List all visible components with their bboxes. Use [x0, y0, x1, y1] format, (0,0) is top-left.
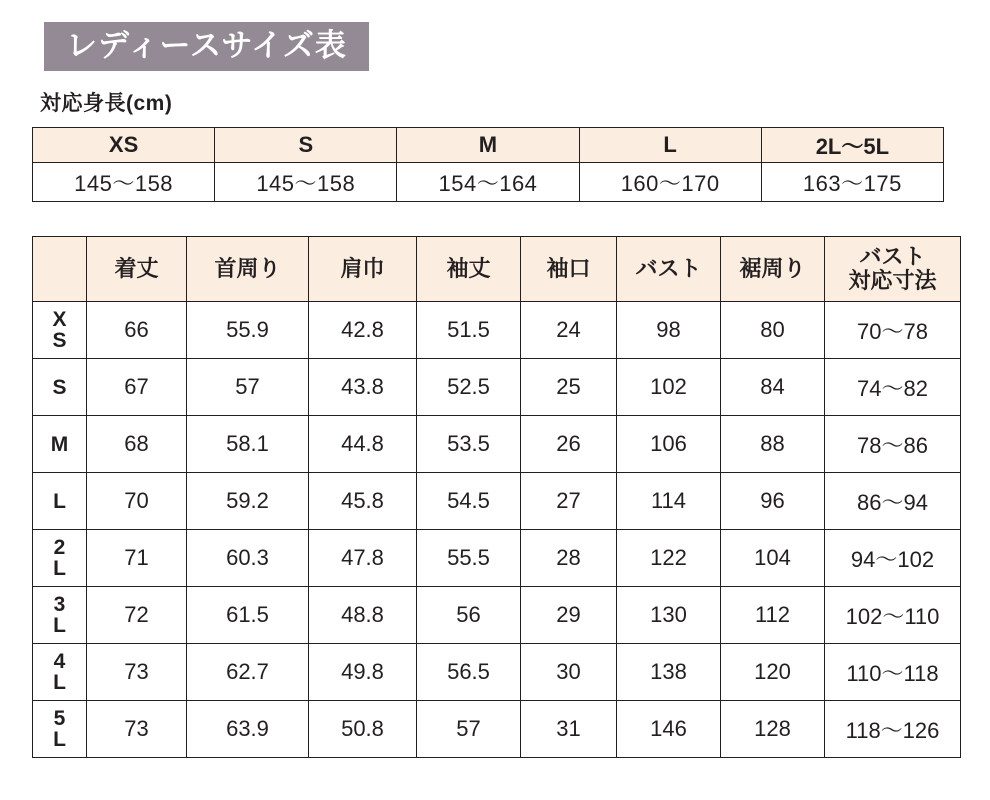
row-size-line2: S: [52, 329, 67, 352]
cell-katahaba: 48.8: [309, 587, 417, 644]
cell-bust-taiou: 74〜82: [825, 359, 961, 416]
height-value-l: 160〜170: [579, 163, 761, 202]
cell-kitake: 73: [87, 644, 187, 701]
cell-bust-taiou: 78〜86: [825, 416, 961, 473]
row-size-line1: 2: [53, 536, 66, 559]
cell-susomawari: 88: [721, 416, 825, 473]
cell-bust-taiou: 118〜126: [825, 701, 961, 758]
table-row: [33, 416, 961, 473]
cell-kubimawari: 62.7: [187, 644, 309, 701]
height-value-2l5l: 163〜175: [761, 163, 943, 202]
cell-kitake: 72: [87, 587, 187, 644]
cell-sodeguchi: 30: [521, 644, 617, 701]
table-row: [33, 587, 961, 644]
bust-taiou-line1: バスト: [859, 243, 926, 269]
table-row: [33, 701, 961, 758]
measurement-header-bust-taiou: [825, 237, 961, 302]
cell-kubimawari: 57: [187, 359, 309, 416]
cell-bust: 114: [617, 473, 721, 530]
cell-kitake: 70: [87, 473, 187, 530]
section-spacer: [30, 202, 960, 236]
row-size-line2: L: [53, 728, 66, 751]
cell-bust-taiou: 86〜94: [825, 473, 961, 530]
cell-katahaba: 47.8: [309, 530, 417, 587]
cell-katahaba: 49.8: [309, 644, 417, 701]
height-table-row: [33, 163, 944, 202]
cell-sodetake: 56.5: [417, 644, 521, 701]
cell-sodeguchi: 26: [521, 416, 617, 473]
cell-katahaba: 44.8: [309, 416, 417, 473]
cell-kubimawari: 55.9: [187, 302, 309, 359]
cell-susomawari: 96: [721, 473, 825, 530]
row-size-label: [33, 359, 87, 416]
height-value-m: 154〜164: [397, 163, 579, 202]
row-size-line1: 4: [53, 650, 66, 673]
measurement-header-corner: [33, 237, 87, 302]
table-row: [33, 359, 961, 416]
height-table-header-row: [33, 128, 944, 163]
cell-katahaba: 50.8: [309, 701, 417, 758]
row-size-label: [33, 587, 87, 644]
page-title: レディースサイズ表: [44, 22, 369, 71]
measurement-header-row: [33, 237, 961, 302]
measurement-header-bust: バスト: [617, 237, 721, 302]
measurement-header-susomawari: 裾周り: [721, 237, 825, 302]
row-size-line2: L: [53, 671, 66, 694]
height-header-l: L: [579, 128, 761, 163]
cell-bust-taiou: 94〜102: [825, 530, 961, 587]
height-table: [32, 127, 944, 202]
cell-susomawari: 104: [721, 530, 825, 587]
row-size-line2: L: [53, 557, 66, 580]
cell-susomawari: 112: [721, 587, 825, 644]
cell-kubimawari: 63.9: [187, 701, 309, 758]
row-size-line1: S: [52, 375, 67, 399]
cell-kitake: 66: [87, 302, 187, 359]
cell-kubimawari: 58.1: [187, 416, 309, 473]
cell-sodetake: 57: [417, 701, 521, 758]
cell-sodetake: 55.5: [417, 530, 521, 587]
cell-bust: 138: [617, 644, 721, 701]
cell-bust: 98: [617, 302, 721, 359]
cell-kitake: 71: [87, 530, 187, 587]
cell-sodetake: 56: [417, 587, 521, 644]
cell-katahaba: 42.8: [309, 302, 417, 359]
cell-sodetake: 51.5: [417, 302, 521, 359]
table-row: [33, 644, 961, 701]
measurement-header-katahaba: 肩巾: [309, 237, 417, 302]
height-value-xs: 145〜158: [33, 163, 215, 202]
bust-taiou-lines: [825, 245, 960, 293]
measurement-table-body: [33, 302, 961, 758]
cell-bust: 106: [617, 416, 721, 473]
cell-sodeguchi: 29: [521, 587, 617, 644]
height-section-label: 対応身長(cm): [40, 92, 173, 115]
table-row: [33, 302, 961, 359]
bust-taiou-line2: 対応寸法: [848, 268, 937, 293]
cell-bust-taiou: 102〜110: [825, 587, 961, 644]
table-row: [33, 530, 961, 587]
row-size-label: [33, 416, 87, 473]
cell-sodeguchi: 25: [521, 359, 617, 416]
cell-katahaba: 43.8: [309, 359, 417, 416]
row-size-line1: M: [50, 432, 69, 456]
row-size-line1: 5: [53, 707, 66, 730]
cell-susomawari: 120: [721, 644, 825, 701]
cell-sodetake: 53.5: [417, 416, 521, 473]
cell-susomawari: 80: [721, 302, 825, 359]
cell-bust: 130: [617, 587, 721, 644]
cell-sodeguchi: 24: [521, 302, 617, 359]
height-header-m: M: [397, 128, 579, 163]
cell-sodetake: 52.5: [417, 359, 521, 416]
row-size-label: [33, 473, 87, 530]
cell-kitake: 68: [87, 416, 187, 473]
height-value-s: 145〜158: [215, 163, 397, 202]
measurement-header-sodeguchi: 袖口: [521, 237, 617, 302]
cell-sodetake: 54.5: [417, 473, 521, 530]
cell-sodeguchi: 31: [521, 701, 617, 758]
cell-susomawari: 84: [721, 359, 825, 416]
row-size-line1: L: [53, 489, 66, 513]
height-header-2l5l: 2L〜5L: [761, 128, 943, 163]
cell-katahaba: 45.8: [309, 473, 417, 530]
row-size-label: [33, 701, 87, 758]
measurement-header-kitake: 着丈: [87, 237, 187, 302]
cell-kitake: 67: [87, 359, 187, 416]
height-header-s: S: [215, 128, 397, 163]
row-size-label: [33, 530, 87, 587]
cell-bust-taiou: 70〜78: [825, 302, 961, 359]
cell-sodeguchi: 27: [521, 473, 617, 530]
cell-bust: 146: [617, 701, 721, 758]
measurement-table: [32, 236, 961, 758]
measurement-header-kubimawari: 首周り: [187, 237, 309, 302]
measurement-header-sodetake: 袖丈: [417, 237, 521, 302]
row-size-line1: 3: [53, 593, 66, 616]
cell-kitake: 73: [87, 701, 187, 758]
cell-bust: 102: [617, 359, 721, 416]
cell-bust: 122: [617, 530, 721, 587]
row-size-line2: L: [53, 614, 66, 637]
row-size-line1: X: [52, 308, 67, 331]
height-header-xs: XS: [33, 128, 215, 163]
cell-bust-taiou: 110〜118: [825, 644, 961, 701]
row-size-label: [33, 302, 87, 359]
row-size-label: [33, 644, 87, 701]
cell-kubimawari: 60.3: [187, 530, 309, 587]
cell-sodeguchi: 28: [521, 530, 617, 587]
cell-susomawari: 128: [721, 701, 825, 758]
table-row: [33, 473, 961, 530]
cell-kubimawari: 59.2: [187, 473, 309, 530]
cell-kubimawari: 61.5: [187, 587, 309, 644]
